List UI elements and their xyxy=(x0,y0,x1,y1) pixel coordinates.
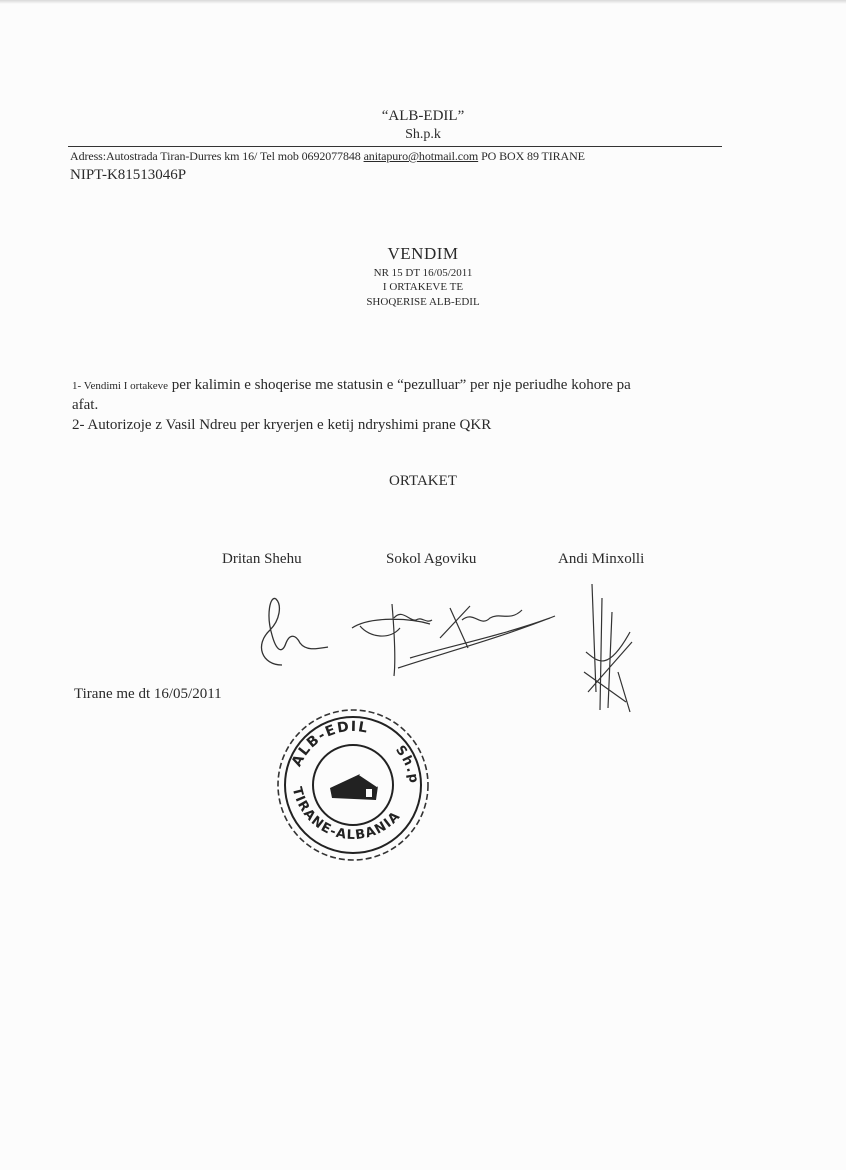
company-stamp xyxy=(262,689,438,880)
nipt-number: NIPT-K81513046P xyxy=(70,167,187,183)
signature-dritan-shehu xyxy=(252,595,332,670)
partner-name: Dritan Shehu xyxy=(222,551,302,567)
partner-name: Sokol Agoviku xyxy=(386,551,477,567)
stamp-house-icon xyxy=(330,774,378,800)
decision-subtitle-2: SHOQERISE ALB-EDIL xyxy=(366,296,480,308)
decision-point-1 xyxy=(72,377,631,394)
signature-sokol-agoviku xyxy=(350,598,560,680)
company-legal-form: Sh.p.k xyxy=(405,127,441,142)
point-1-prefix: 1- Vendimi I ortakeve xyxy=(72,380,169,392)
decision-number: NR 15 DT 16/05/2011 xyxy=(373,267,473,279)
point-1-text: per kalimin e shoqerise me statusin e “pezulluar” per nje periudhe kohore pa xyxy=(171,377,631,393)
svg-text:TIRANE-ALBANIA: TIRANE-ALBANIA xyxy=(288,785,404,844)
header-divider xyxy=(68,146,722,147)
signature-andi-minxolli xyxy=(578,582,638,714)
address-text: Adress:Autostrada Tiran-Durres km 16/ Tel mob 0692077848 xyxy=(70,149,361,163)
po-box: PO BOX 89 TIRANE xyxy=(481,149,585,163)
decision-point-1-continued: afat. xyxy=(72,397,99,413)
svg-text:ALB-EDIL: ALB-EDIL xyxy=(288,718,370,770)
place-and-date: Tirane me dt 16/05/2011 xyxy=(74,686,222,702)
partner-name: Andi Minxolli xyxy=(558,551,645,567)
scan-edge xyxy=(0,0,846,4)
svg-text:Sh.p.k: Sh.p.k xyxy=(262,689,422,786)
decision-point-2: 2- Autorizoje z Vasil Ndreu per kryerjen e ketij ndryshimi prane QKR xyxy=(72,417,492,433)
document-title: VENDIM xyxy=(387,244,459,263)
company-name: “ALB-EDIL” xyxy=(381,108,465,124)
email-link[interactable]: anitapuro@hotmail.com xyxy=(363,149,479,163)
signatories-heading: ORTAKET xyxy=(389,473,457,489)
company-address xyxy=(70,149,585,164)
decision-subtitle-1: I ORTAKEVE TE xyxy=(382,281,464,293)
